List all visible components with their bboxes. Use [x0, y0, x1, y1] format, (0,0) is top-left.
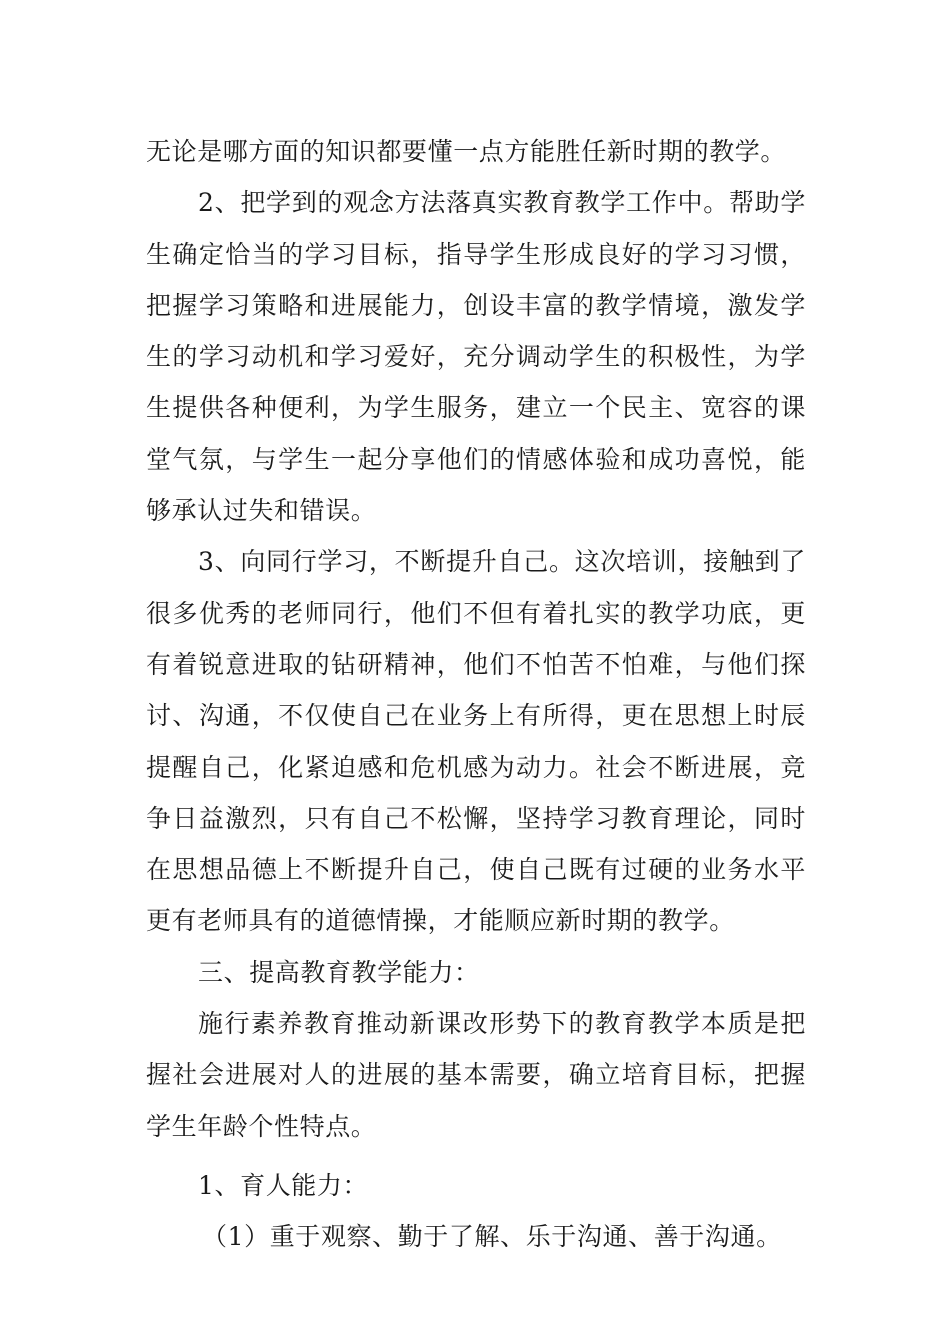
section-heading-3: 三、提高教育教学能力： — [198, 957, 480, 987]
paragraph-item-2: 2、把学到的观念方法落真实教育教学工作中。帮助学生确定恰当的学习目标，指导学生形成良好的学习习惯，把握学习策略和进展能力，创设丰富的教学情境，激发学生的学习动机和学习爱好，充分调动学生的积极性，为学生提供各种便利，为学生服务，建立一个民主、宽容的课堂气氛，与学生一起分享他们的情感体验和成功喜悦，能够承认过失和错误。 — [146, 188, 806, 526]
paragraph-item-3: 3、向同行学习，不断提升自己。这次培训，接触到了很多优秀的老师同行，他们不但有着扎实的教学功底，更有着锐意进取的钻研精神，他们不怕苦不怕难，与他们探讨、沟通，不仅使自己在业务上有所得，更在思想上时辰提醒自己，化紧迫感和危机感为动力。社会不断进展，竞争日益激烈，只有自己不松懈，坚持学习教育理论，同时在思想品德上不断提升自己，使自己既有过硬的业务水平更有老师具有的道德情操，才能顺应新时期的教学。 — [146, 547, 806, 936]
document-body — [146, 126, 806, 1263]
subheading-item-1: 1、育人能力： — [198, 1170, 369, 1200]
paragraph-section-intro: 施行素养教育推动新课改形势下的教育教学本质是把握社会进展对人的进展的基本需要，确立培育目标，把握学生年龄个性特点。 — [146, 1009, 806, 1141]
paragraph-spacer — [146, 1152, 806, 1160]
paragraph-subitem-1: （1）重于观察、勤于了解、乐于沟通、善于沟通。 — [202, 1222, 782, 1252]
paragraph-continuation: 无论是哪方面的知识都要懂一点方能胜任新时期的教学。 — [146, 137, 787, 166]
